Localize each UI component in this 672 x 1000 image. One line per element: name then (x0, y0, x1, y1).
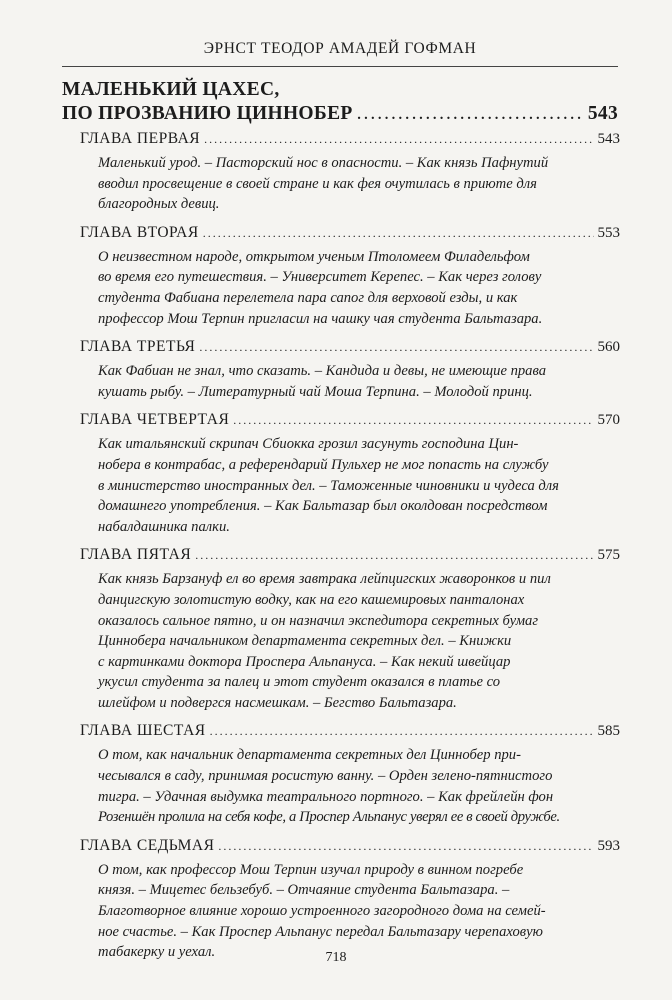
chapter-summary (98, 153, 620, 215)
chapter-entry (80, 544, 620, 713)
chapter-entry (80, 336, 620, 402)
summary-line: Как итальянский скрипач Сбиокка грозил засунуть господина Цин- (98, 436, 519, 453)
summary-line: во время его путешествия. – Университет Керепес. – Как через голову (98, 269, 542, 286)
work-title-line1: МАЛЕНЬКИЙ ЦАХЕС, (62, 79, 280, 100)
summary-line: Как князь Барзануф ел во время завтрака лейпцигских жаворонков и пил (98, 571, 551, 588)
chapter-title: ГЛАВА СЕДЬМАЯ (80, 836, 215, 854)
chapter-heading (80, 128, 620, 150)
chapter-entry (80, 409, 620, 537)
work-title (62, 78, 618, 126)
chapter-page-number: 593 (597, 837, 620, 854)
summary-line: благородных девиц. (98, 196, 220, 213)
chapter-heading (80, 720, 620, 742)
summary-line: князя. – Мицетес бельзебуб. – Отчаяние студента Бальтазара. – (98, 882, 510, 899)
summary-line: набалдашника палки. (98, 518, 230, 535)
summary-line: Маленький урод. – Пасторский нос в опасности. – Как князь Пафнутий (98, 155, 549, 171)
dot-leader (203, 222, 594, 244)
running-head: ЭРНСТ ТЕОДОР АМАДЕЙ ГОФМАН (203, 40, 477, 57)
work-title-line2: ПО ПРОЗВАНИЮ ЦИННОБЕР (62, 103, 353, 124)
summary-line: О том, как профессор Мош Терпин изучал природу в винном погребе (98, 861, 524, 878)
summary-line: оказалось сальное пятно, и он назначил экспедитора секретных бумаг (98, 612, 539, 629)
summary-line: в министерство иностранных дел. – Таможенные чиновники и чудеса для (98, 477, 559, 494)
chapter-title: ГЛАВА ПЕРВАЯ (80, 130, 201, 147)
summary-line: укусил студента за палец и этот студент оказался в платье со (98, 674, 501, 691)
chapter-entry (80, 835, 620, 963)
dot-leader (199, 336, 593, 358)
chapter-title: ГЛАВА ВТОРАЯ (80, 223, 199, 241)
chapter-title: ГЛАВА ТРЕТЬЯ (80, 338, 196, 356)
chapter-summary (98, 745, 620, 827)
chapter-page-number: 570 (597, 412, 620, 429)
chapter-heading (80, 409, 620, 431)
page-number: 718 (325, 950, 347, 965)
chapter-list (80, 128, 620, 970)
header-rule (62, 66, 618, 67)
summary-line: Как Фабиан не знал, что сказать. – Кандида и девы, не имеющие права (98, 363, 547, 380)
chapter-page-number: 553 (597, 224, 620, 241)
chapter-title: ГЛАВА ШЕСТАЯ (80, 722, 206, 740)
chapter-summary (98, 860, 620, 963)
summary-line: вводил просвещение в своей стране и как фея очутилась в приюте для (98, 175, 537, 192)
summary-line: О неизвестном народе, открытом ученым Птоломеем Филадельфом (98, 248, 530, 265)
chapter-page-number: 585 (597, 723, 620, 740)
summary-line: табакерку и уехал. (98, 944, 216, 961)
chapter-title: ГЛАВА ЧЕТВЕРТАЯ (80, 411, 230, 429)
chapter-heading (80, 336, 620, 358)
summary-line: Розеншён пролила на себя кофе, а Проспер Альпанус уверял ее в своей дружбе. (98, 809, 560, 826)
chapter-heading (80, 544, 620, 566)
summary-line: Циннобера начальником департамента секретных дел. – Книжки (98, 633, 512, 650)
summary-line: данцигскую золотистую водку, как на его кашемировых панталонах (98, 591, 525, 608)
chapter-entry (80, 128, 620, 215)
dot-leader (218, 835, 593, 857)
chapter-heading (80, 222, 620, 244)
summary-line: студента Фабиана перелетела пара сапог для верховой езды, и как (98, 289, 518, 306)
summary-line: домашнего употребления. – Как Бальтазар был околдован посредством (98, 498, 548, 515)
dot-leader (357, 102, 584, 126)
chapter-page-number: 575 (597, 547, 620, 564)
summary-line: тигра. – Удачная выдумка театрального портного. – Как фрейлейн фон (98, 788, 554, 805)
summary-line: О том, как начальник департамента секретных дел Циннобер при- (98, 747, 521, 764)
dot-leader (195, 544, 593, 566)
chapter-title: ГЛАВА ПЯТАЯ (80, 546, 192, 564)
chapter-summary (98, 569, 620, 713)
summary-line: Благотворное влияние хорошо устроенного загородного дома на семей- (98, 903, 546, 920)
summary-line: нобера в контрабас, а референдарий Пульхер не мог попасть на службу (98, 456, 549, 473)
chapter-entry (80, 222, 620, 329)
summary-line: кушать рыбу. – Литературный чай Моша Терпина. – Молодой принц. (98, 383, 533, 400)
chapter-page-number: 560 (597, 339, 620, 356)
work-title-line2-row (62, 102, 618, 126)
summary-line: шлейфом и подвергся насмешкам. – Бегство Бальтазара. (98, 694, 457, 711)
dot-leader (233, 409, 593, 431)
dot-leader (204, 128, 593, 150)
summary-line: профессор Мош Терпин пригласил на чашку чая студента Бальтазара. (98, 310, 543, 327)
chapter-summary (98, 247, 620, 329)
chapter-entry (80, 720, 620, 827)
chapter-heading (80, 835, 620, 857)
summary-line: с картинками доктора Проспера Альпануса. – Как некий швейцар (98, 653, 511, 670)
chapter-summary (98, 361, 620, 402)
summary-line: ное счастье. – Как Проспер Альпанус передал Бальтазару черепаховую (98, 923, 543, 940)
chapter-page-number: 543 (597, 131, 620, 147)
work-page-number: 543 (587, 103, 618, 124)
chapter-summary (98, 434, 620, 537)
summary-line: чесывался в саду, принимая росистую ванну. – Орден зелено-пятнистого (98, 768, 553, 785)
dot-leader (210, 720, 594, 742)
